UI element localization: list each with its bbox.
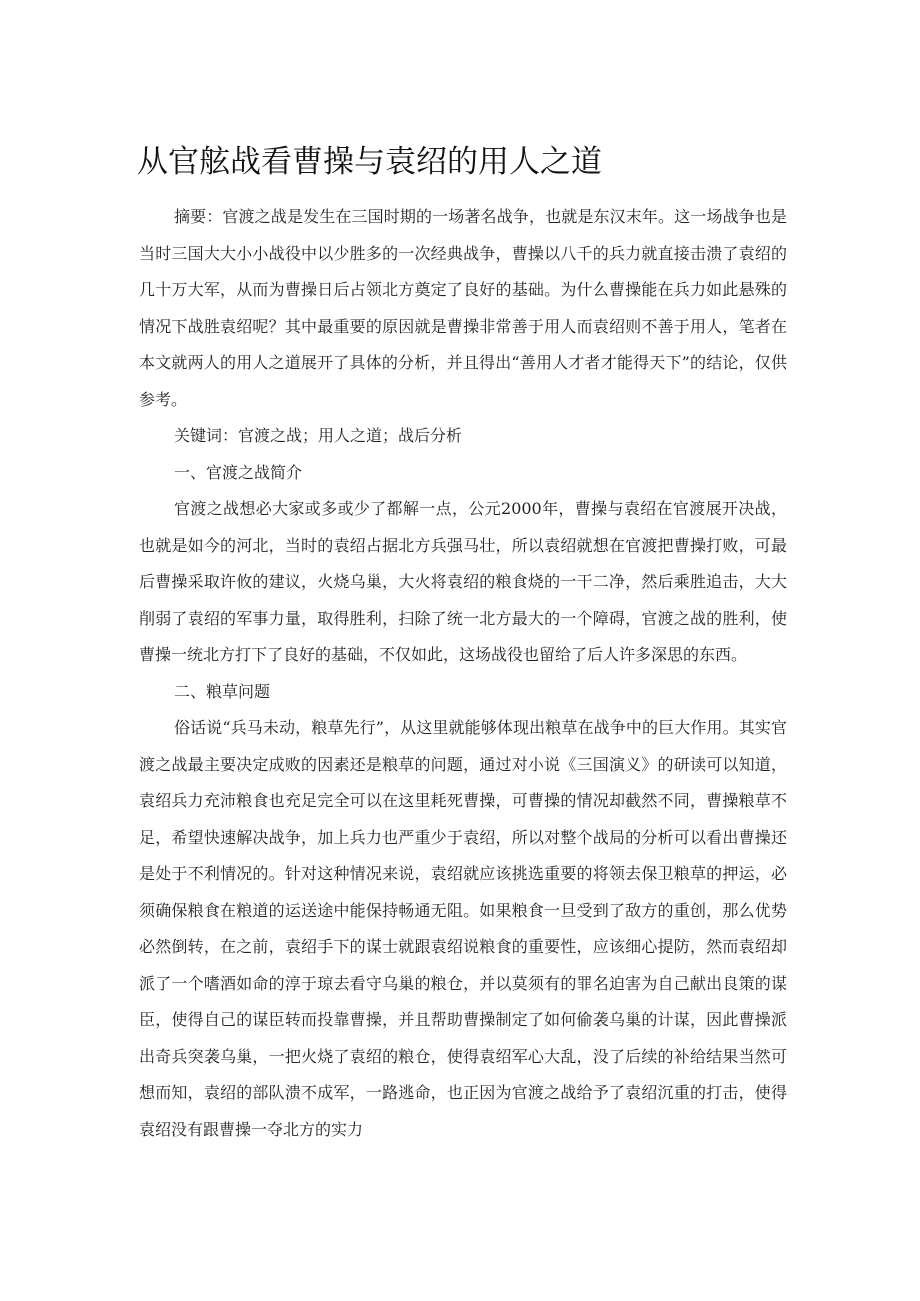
abstract-paragraph: 摘要：官渡之战是发生在三国时期的一场著名战争，也就是东汉末年。这一场战争也是当时三国大大小小战役中以少胜多的一次经典战争，曹操以八千的兵力就直接击溃了袁绍的几十万大军，从而为曹操日后占领北方奠定了良好的基础。为什么曹操能在兵力如此悬殊的情况下战胜袁绍呢？其中最重要的原因就是曹操非常善于用人而袁绍则不善于用人，笔者在本文就两人的用人之道展开了具体的分析，并且得出“善用人才者才能得天下”的结论，仅供参考。 xyxy=(139,207,787,409)
document-title: 从官舷战看曹操与袁绍的用人之道 xyxy=(137,144,602,180)
section-heading-1: 一、官渡之战简介 xyxy=(174,462,303,482)
section-heading-2: 二、粮草问题 xyxy=(174,681,271,701)
section-1-paragraph: 官渡之战想必大家或多或少了都解一点，公元2000年，曹操与袁绍在官渡展开决战，也就是如今的河北，当时的袁绍占据北方兵强马壮，所以袁绍就想在官渡把曹操打败，可最后曹操采取许攸的建议，火烧乌巢，大火将袁绍的粮食烧的一干二净，然后乘胜追击，大大削弱了袁绍的军事力量，取得胜利，扫除了统一北方最大的一个障碍，官渡之战的胜利，使曹操一统北方打下了良好的基础，不仅如此，这场战役也留给了后人许多深思的东西。 xyxy=(139,499,787,664)
section-2-paragraph: 俗话说“兵马未动，粮草先行”，从这里就能够体现出粮草在战争中的巨大作用。其实官渡之战最主要决定成败的因素还是粮草的问题，通过对小说《三国演义》的研读可以知道，袁绍兵力充沛粮食也充足完全可以在这里耗死曹操，可曹操的情况却截然不同，曹操粮草不足，希望快速解决战争，加上兵力也严重少于袁绍，所以对整个战局的分析可以看出曹操还是处于不利情况的。针对这种情况来说，袁绍就应该挑选重要的将领去保卫粮草的押运，必须确保粮食在粮道的运送途中能保持畅通无阻。如果粮食一旦受到了敌方的重创，那么优势必然倒转，在之前，袁绍手下的谋士就跟袁绍说粮食的重要性，应该细心提防，然而袁绍却派了一个嗜酒如命的淳于琼去看守乌巢的粮仓，并以莫须有的罪名迫害为自己献出良策的谋臣，使得自己的谋臣转而投靠曹操，并且帮助曹操制定了如何偷袭乌巢的计谋，因此曹操派出奇兵突袭乌巢，一把火烧了袁绍的粮仓，使得袁绍军心大乱，没了后续的补给结果当然可想而知，袁绍的部队溃不成军，一路逃命，也正因为官渡之战给予了袁绍沉重的打击，使得袁绍没有跟曹操一夺北方的实力 xyxy=(139,718,787,1139)
keywords-paragraph: 关键词：官渡之战；用人之道；战后分析 xyxy=(174,426,463,445)
document-body xyxy=(139,199,787,1148)
